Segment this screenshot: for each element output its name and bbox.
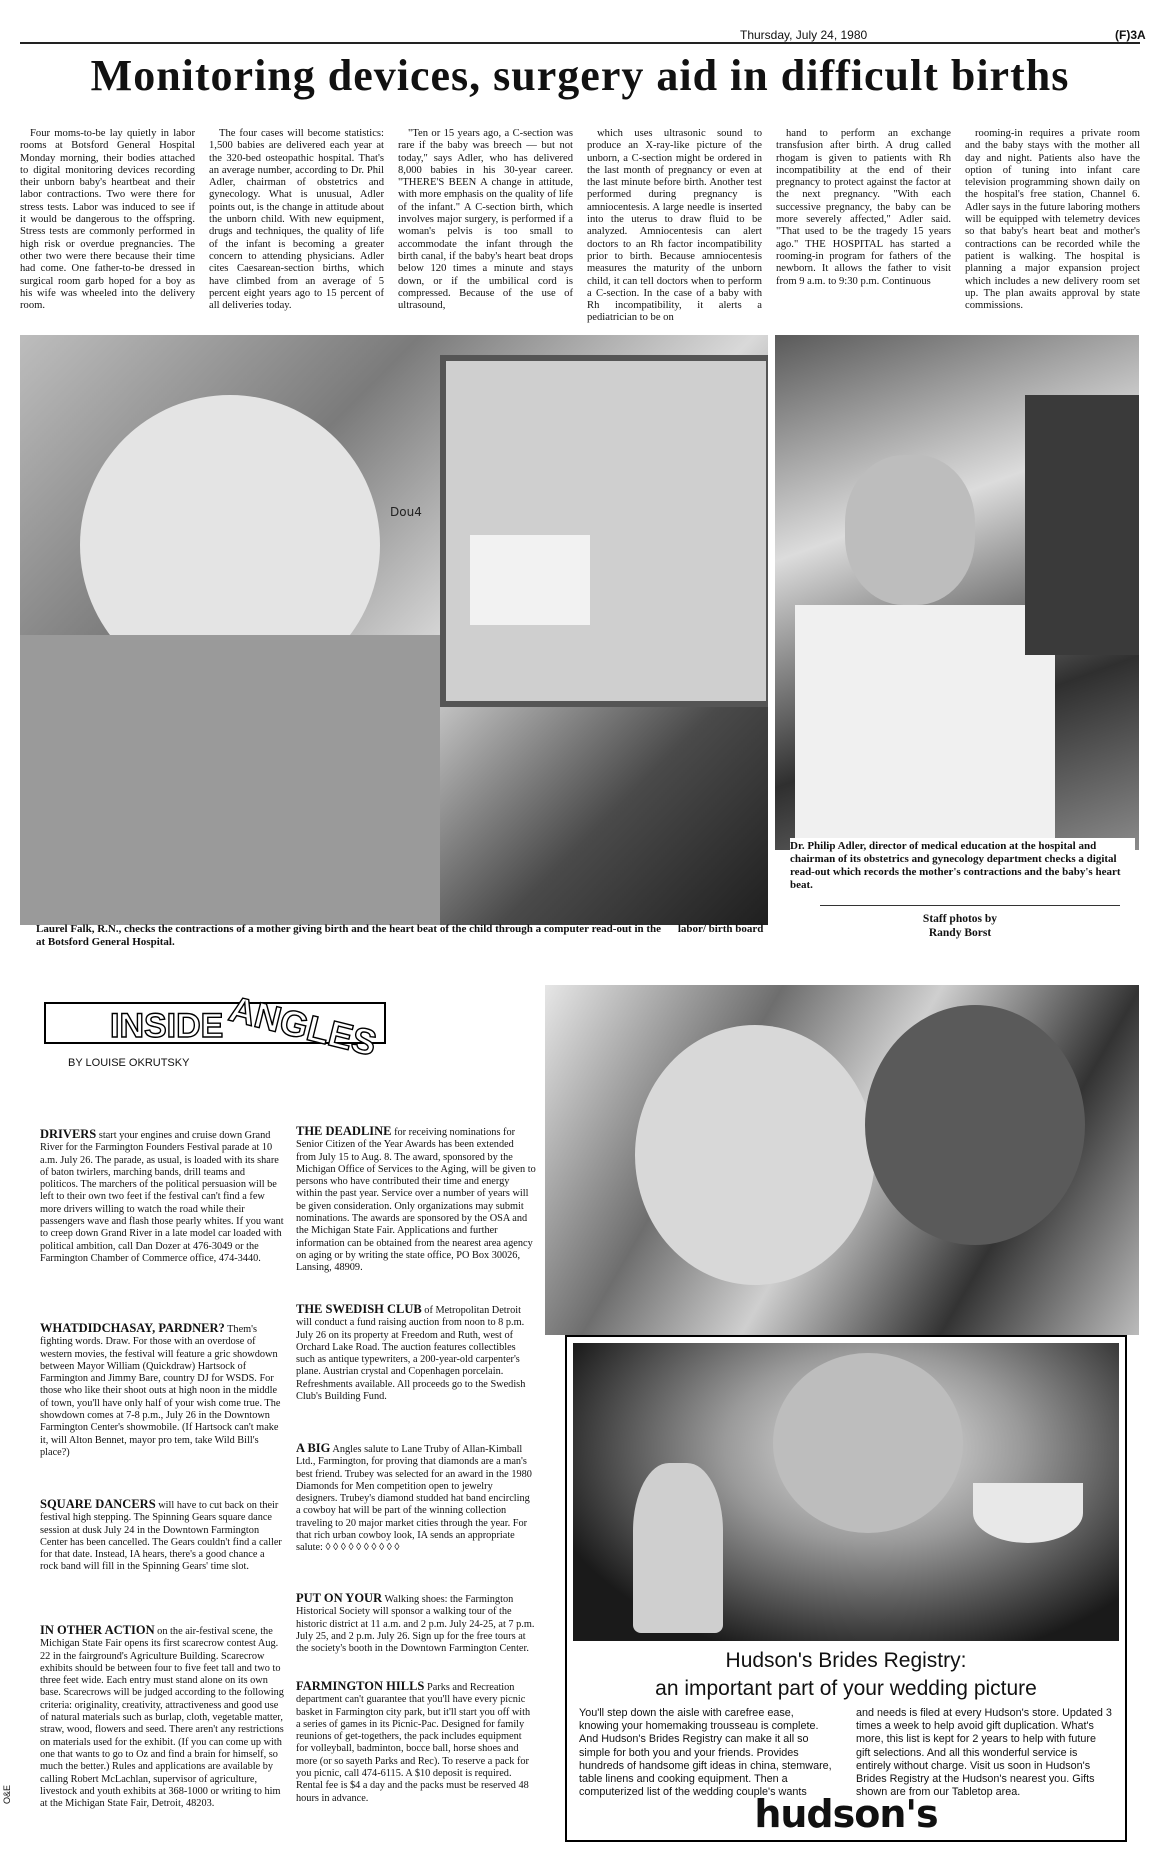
nurse-figure [20, 635, 440, 925]
photo-credit [860, 912, 1060, 940]
column-left-item-2: WHATDIDCHASAY, PARDNER? Them's fighting words. Draw. For those with an overdose of western movies, the festival will feature a gric showdown between Mayor William (Quickdraw) Hartsock of Farmington and Jimmy Bare, country DJ for WSDS. For those who like their shoot outs at high noon in the middle of town, you'll have only half of your wish come true. The showdown comes at 7-8 p.m., July 26 in the Downtown Farmington Center's showmobile. (If Hartsock can't make it, will Alton Bennet, mayor pro tem, take Wild Bill's place?) [40, 1321, 281, 1458]
story-columns [20, 128, 1140, 325]
ad-subtitle: an important part of your wedding picture [655, 1677, 1037, 1700]
hudsons-logo: hudson's [754, 1792, 938, 1836]
nurse-photo-caption [36, 923, 766, 949]
edition-label: O&E [2, 1785, 12, 1805]
column-left-item-1: DRIVERS start your engines and cruise down Grand River for the Farmington Founders Festival parade at 10 a.m. July 26. The parade, as usual, is loaded with its share of baton twirlers, marching bands, drill teams and politicos. The marchers of the political persuasion will be left to their own two feet if the festival can't find a few more drivers willing to watch the road while their passengers wave and flash those pearly whites. If you want to creep down Grand River in a late model car loaded with political ambition, call Dan Dozer at 476-3049 or the Farmington Chamber of Commerce office, 474-3440. [40, 1127, 284, 1264]
ad-body [579, 1707, 1113, 1799]
page-folio: (F)3A [1115, 28, 1146, 42]
headline: Monitoring devices, surgery aid in difficult births [90, 51, 1070, 100]
column-byline: BY LOUISE OKRUTSKY [68, 1057, 190, 1069]
story-column-5: hand to perform an exchange transfusion after birth. A drug called rhogam is given to patients with Rh incompatibility at the end of their pregnancy to protect against the factor at the next pregnancy. "With each successive pregnancy, the baby can be more severely affected," Adler said. "That used to be the tragedy 15 years ago." THE HOSPITAL has started a rooming-in program for fathers of the newborn. It allows the father to visit from 9 a.m. to 9:30 p.m. Continuous [776, 128, 951, 287]
bride-face [635, 1025, 875, 1285]
story-column-4: which uses ultrasonic sound to produce an X-ray-like picture of the unborn, a C-section might be ordered in the last month of pregnancy or even at the last minute before birth. Another test performed during pregnancy is amniocentesis. A large needle is inserted into the uterus to draw fluid to be analyzed. Amniocentesis can alert doctors to an Rh factor incompatibility prior to birth. Because amniocentesis measures the maturity of the unborn child, it can tell doctors when to perform a C-section. In the case of a baby with Rh incompatibility, it alerts a pediatrician to be on [587, 128, 762, 324]
doctor-coat [795, 605, 1055, 850]
story-column-2: The four cases will become statistics: 1,500 babies are delivered each year at the 320-bed osteopathic hospital. That's an average number, according to Dr. Phil Adler, chairman of obstetrics and gynecology. What is unusual, Adler points out, is the change in attitude about the unborn child. With new equipment, drugs and techniques, the quality of life of the infant is becoming a greater concern to attending physicians. Adler cites Caesarean-section births, which have climbed from an average of 5 percent eight years ago to 15 percent of all deliveries today. [209, 128, 384, 312]
story-column-6: rooming-in requires a private room and the baby stays with the mother all day and night. Patients also have the option of tuning into infant care television programming shown daily on the hospital's free station, Channel 6. Adler says in the future laboring mothers will be equipped with telemetry devices so that baby's heart beat and mother's contractions can be recorded while the patient is walking. The hospital is planning a major expansion project which includes a new delivery room set up. The plan awaits approval by state commissions. [965, 128, 1140, 312]
ad-body-right: and needs is filed at every Hudson's store. Updated 3 times a week to help avoid gift duplication. What's more, this list is kept for 2 years to help with future gift selections. And all this wonderful service is entirely without charge. Visit us soon in Hudson's Brides Registry at the Hudson's nearest you. Gifts shown are from our Tabletop area. [856, 1707, 1112, 1799]
ad-tabletop-photo [573, 1343, 1119, 1641]
whiteboard-text: Dou4 [390, 505, 422, 519]
ad-title: Hudson's Brides Registry: [725, 1649, 967, 1672]
groom-face [865, 1005, 1085, 1245]
column-right-item-5: FARMINGTON HILLS Parks and Recreation department can't guarantee that you'll have every picnic basket in Farmington city park, but it'll start you off with a series of games in its Picnic-Pac. Designed for family reunions of get-togethers, the pack includes equipment for volleyball, badminton, bocce ball, horse shoes and more (or so sayeth Parks and Rec). To reserve a pack for you picnic, call 474-6115. A $10 deposit is required. Rental fee is $4 a day and the packs must be reserved 48 hours in advance. [296, 1679, 531, 1804]
caption-part-2: labor/ birth board at Botsford General Hospital. [36, 923, 764, 948]
story-column-1: Four moms-to-be lay quietly in labor rooms at Botsford General Hospital Monday morning, their bodies attached to digital monitoring devices recording their unborn baby's heartbeat and their labor contractions. Two were there for stress tests. Labor was induced to see if it would be dangerous to the offspring. Stress tests are commonly performed in high risk or overdue pregnancies. The other two were there because their time had come. One father-to-be dressed in surgical room garb hoped for a boy as his wife was wheeled into the delivery room. [20, 128, 195, 312]
caption-part-1: Laurel Falk, R.N., checks the contractions of a mother giving birth and the heart beat of the child through a computer read-out in the [36, 923, 662, 935]
dateline: Thursday, July 24, 1980 [740, 28, 868, 42]
logo-word-angles: ANGLES [225, 995, 381, 1064]
column-right-item-3: A BIG Angles salute to Lane Truby of Allan-Kimball Ltd., Farmington, for proving that diamonds are a man's best friend. Trubey was selected for an award in the 1980 Diamonds for Men competition open to jewelry designers. Trubey's diamond studded hat band encircling a cowboy hat will be part of the winning collection traveling to 20 major market cities through the year. For that rich urban cowboy look, IA sends an appropriate salute: ◊ ◊ ◊ ◊ ◊ ◊ ◊ ◊ ◊ ◊ [296, 1441, 532, 1554]
doctor-head [845, 455, 975, 605]
decanter [633, 1463, 723, 1633]
credit-rule [820, 905, 1120, 906]
readout-screen [470, 535, 590, 625]
ad-body-left: You'll step down the aisle with carefree ease, knowing your homemaking trousseau is complete. And Hudson's Brides Registry can make it all so simple for both you and your friends. Provides hundreds of handsome gift ideas in china, stemware, table linens and cooking equipment. Then a computerized list of the wedding couple's wants [579, 1707, 832, 1799]
column-right-item-2: THE SWEDISH CLUB of Metropolitan Detroit will conduct a fund raising auction from noon to 8 p.m. July 26 on its property at Freedom and Ruth, west of Orchard Lake Road. The auction features collectibles such as antique typewriters, a 200-year-old carpenter's plane. Austrian crystal and Copenhagen porcelain. Refreshments available. All proceeds go to the Swedish Club's Building Fund. [296, 1302, 526, 1403]
column-right-item-4: PUT ON YOUR Walking shoes: the Farmington Historical Society will sponsor a walking tour of the historic district at 11 a.m. and 2 p.m. July 24-25, at 7 p.m. July 25, and 2 p.m. July 26. Sign up for the free tours at the society's booth in the Downtown Farmington Center. [296, 1591, 535, 1655]
column-left-item-4: IN OTHER ACTION on the air-festival scene, the Michigan State Fair opens its first scarecrow contest Aug. 22 in the fairground's Agriculture Building. Scarecrow exhibits should be between four to five feet tall and two to three feet wide. Each entry must stand alone on its own base. Scarecrows will be judged according to the following criteria: originality, creativity, attractiveness and good use of natural materials such as burlap, cloth, vegetable matter, straw, wood, flowers and seed. There aren't any restrictions on materials used for the exhibit. (If you can come up with one that wants to go to Oz and find a brain for himself, so much the better.) Rules and applications are available by calling Robert McLachlan, supervisor of agriculture, livestock and youth exhibits at 368-1000 or writing to him at the Michigan State Fair, Detroit, 48203. [40, 1623, 284, 1810]
nurse-photo [20, 335, 768, 925]
teacup [973, 1483, 1083, 1543]
doctor-photo-caption: Dr. Philip Adler, director of medical education at the hospital and chairman of its obstetrics and gynecology department checks a digital read-out which records the mother's contractions and the baby's heart beat. [790, 838, 1135, 894]
doctor-photo [775, 335, 1139, 850]
story-column-3: "Ten or 15 years ago, a C-section was rare if the baby was breech — but not today," says Adler, who has delivered 8,000 babies in his 30-year career. "THERE'S BEEN A change in attitude, with more emphasis on the quality of life of the infant." A C-section birth, which involves major surgery, is performed if a woman's pelvis is too small to accommodate the infant through the birth canal, if the baby's heart beat drops below 120 times a minute and stays down, or if the umbilical cord is compressed. Because of the use of ultrasound, [398, 128, 573, 312]
header-rule [20, 42, 1140, 44]
hudsons-ad [565, 1335, 1127, 1842]
credit-line-2: Randy Borst [928, 927, 992, 939]
couple-photo [545, 985, 1139, 1335]
logo-word-inside: INSIDE [110, 1007, 224, 1045]
monitor-equipment [1025, 395, 1139, 655]
credit-line-1: Staff photos by [922, 913, 998, 925]
crystal-bowl [773, 1353, 963, 1533]
column-right-item-1: THE DEADLINE for receiving nominations for Senior Citizen of the Year Awards has been extended from July 15 to Aug. 8. The award, sponsored by the Michigan Office of Services to the Aging, will be given to persons who have contributed their time and energy within the past year. Service over a number of years will be given consideration. Only organizations may submit nominations. The awards are sponsored by the OSA and the Michigan State Fair. Applications and further information can be obtained from the nearest area agency on aging or by writing the state office, PO Box 30026, Lansing, 48909. [296, 1124, 536, 1274]
column-left-item-3: SQUARE DANCERS will have to cut back on their festival high stepping. The Spinning Gears square dance session at dusk July 24 in the Downtown Farmington Center has been cancelled. The Gears couldn't find a caller for that date. Instead, IA hears, there's a good chance a rock band will fill in the Spinning Gears' time slot. [40, 1497, 282, 1573]
monitor-rack [440, 355, 768, 707]
